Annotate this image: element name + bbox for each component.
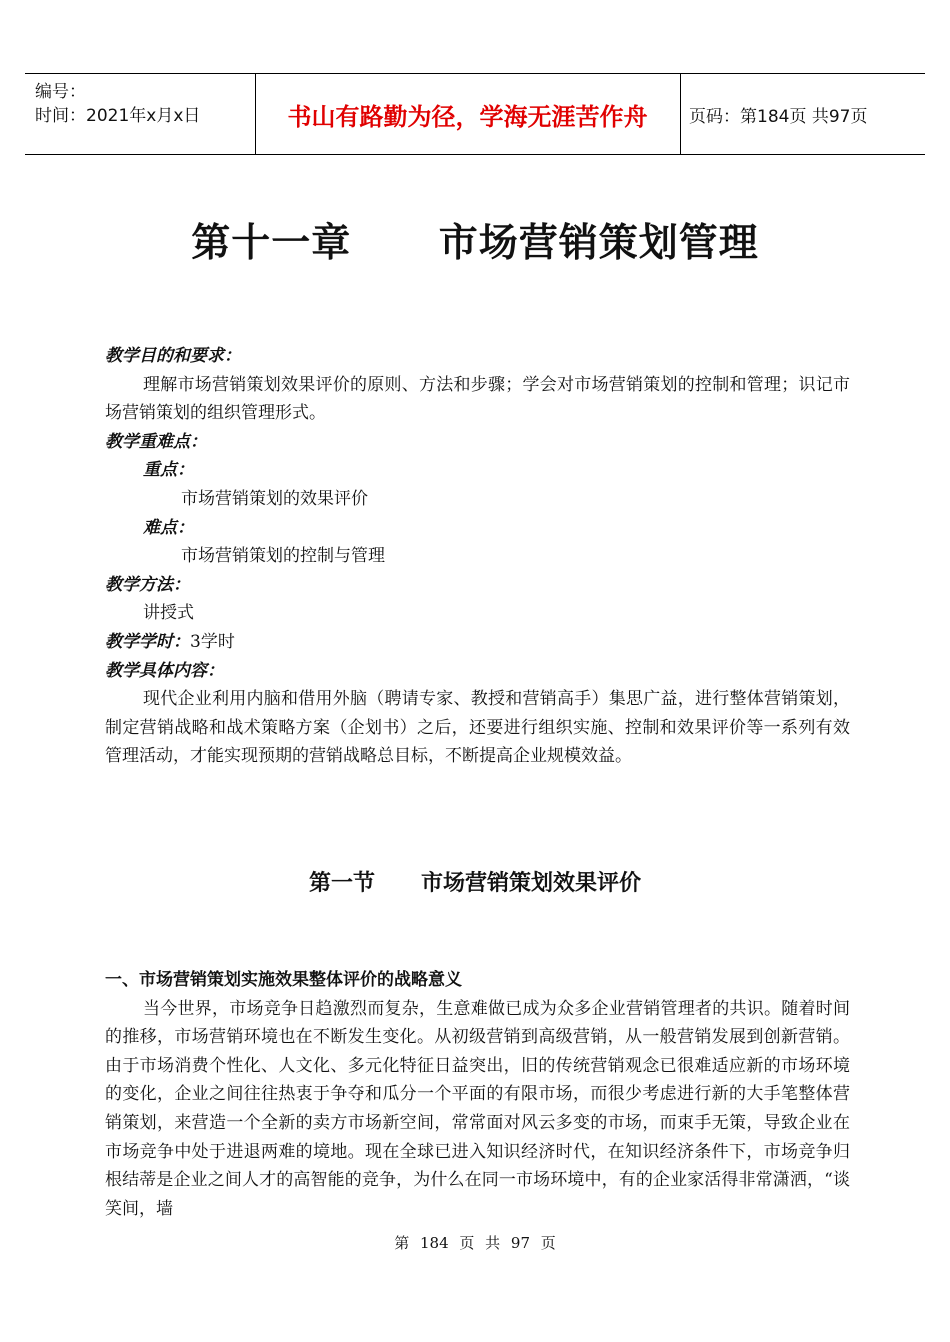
key-label: 教学重难点： xyxy=(105,431,207,452)
difficulty-label: 难点： xyxy=(143,517,194,538)
method-text: 讲授式 xyxy=(143,603,194,624)
hours-line xyxy=(105,628,850,657)
difficulty-text: 市场营销策划的控制与管理 xyxy=(181,546,385,567)
doc-time-label: 时间：2021年x月x日 xyxy=(35,106,201,126)
chapter-title: 第十一章 市场营销策划管理 xyxy=(191,221,759,266)
page-header xyxy=(25,73,925,155)
page-footer: 第 184 页 共 97 页 xyxy=(394,1234,556,1252)
focus-text: 市场营销策划的效果评价 xyxy=(181,488,368,509)
hours-label: 教学学时： xyxy=(105,631,190,652)
focus-label: 重点： xyxy=(143,460,194,481)
header-divider xyxy=(680,73,681,155)
goal-label: 教学目的和要求： xyxy=(105,346,241,366)
header-page-info: 页码：第184页 共97页 xyxy=(689,106,868,127)
subsection-heading: 一、市场营销策划实施效果整体评价的战略意义 xyxy=(105,970,462,990)
content-label: 教学具体内容： xyxy=(105,660,224,681)
subsection-body xyxy=(105,966,850,1223)
header-meta xyxy=(35,80,200,128)
header-motto: 书山有路勤为径，学海无涯苦作舟 xyxy=(287,101,648,131)
doc-number-label: 编号： xyxy=(35,82,86,102)
content-text: 现代企业利用内脑和借用外脑（聘请专家、教授和营销高手）集思广益，进行整体营销策划，制定营销战略和战术策略方案（企划书）之后，还要进行组织实施、控制和效果评价等一系列有效管理活动，才能实现预期的营销战略总目标，不断提高企业规模效益。 xyxy=(105,689,850,767)
teaching-outline xyxy=(105,342,850,771)
hours-text: 3学时 xyxy=(190,631,235,652)
method-label: 教学方法： xyxy=(105,574,190,595)
subsection-text: 当今世界，市场竞争日趋激烈而复杂，生意难做已成为众多企业营销管理者的共识。随着时间的推移，市场营销环境也在不断发生变化。从初级营销到高级营销，从一般营销发展到创新营销。由于市场消费个性化、人文化、多元化特征日益突出，旧的传统营销观念已很难适应新的市场环境的变化，企业之间往往热衷于争夺和瓜分一个平面的有限市场，而很少考虑进行新的大手笔整体营销策划，来营造一个全新的卖方市场新空间，常常面对风云多变的市场，而束手无策，导致企业在市场竞争中处于进退两难的境地。现在全球已进入知识经济时代，在知识经济条件下，市场竞争归根结蒂是企业之间人才的高智能的竞争，为什么在同一市场环境中，有的企业家活得非常潇洒，“谈笑间，墙 xyxy=(105,998,850,1219)
goal-text: 理解市场营销策划效果评价的原则、方法和步骤；学会对市场营销策划的控制和管理；识记市场营销策划的组织管理形式。 xyxy=(105,374,850,424)
section-title: 第一节 市场营销策划效果评价 xyxy=(309,871,641,896)
